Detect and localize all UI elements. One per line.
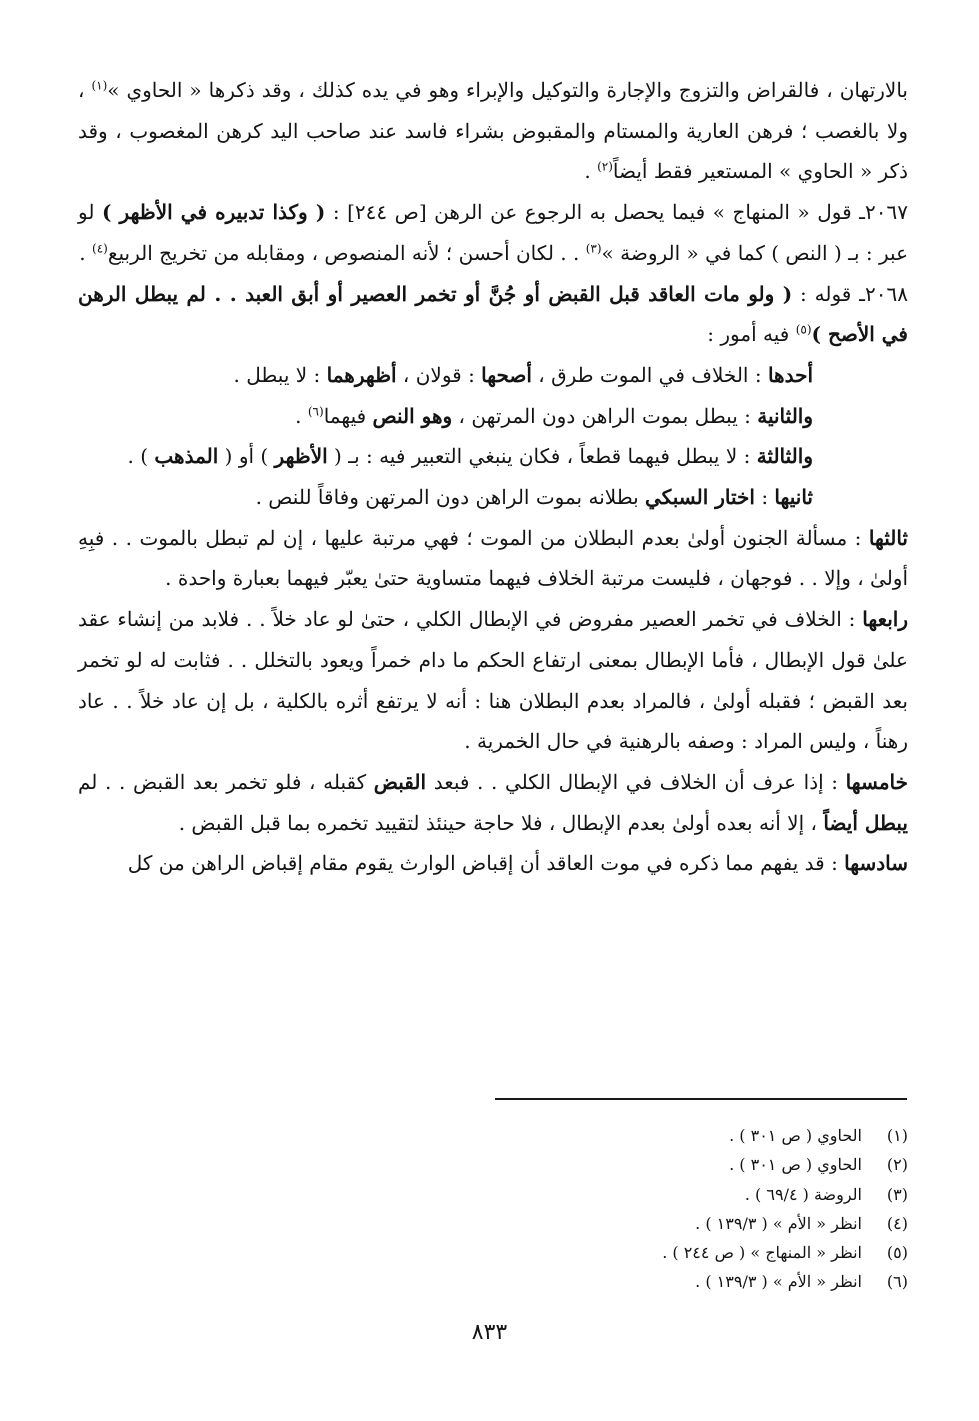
footnote: [78, 1209, 908, 1238]
bold-term: يبطل أيضاً: [823, 810, 908, 835]
item-heading: أحدها: [767, 362, 813, 387]
bold-term: وهو النص: [372, 403, 453, 428]
point-fourth: [78, 599, 908, 762]
text-segment: كقبله ، فلو تخمر بعد القبض . . لم: [78, 769, 374, 794]
footnote-number: (٣): [886, 1184, 908, 1204]
footnote-text: انظر « الأم » ( ١٣٩/٣ ) .: [695, 1213, 862, 1233]
point-second: [78, 477, 908, 518]
item-heading: ثالثها: [868, 525, 908, 550]
text-segment: فيهما: [323, 403, 373, 428]
text-segment: ٢٠٦٧ـ قول « المنهاج » فيما يحصل به الرجوع عن الرهن [ص ٢٤٤] :: [325, 200, 908, 225]
point-fifth: [78, 762, 908, 843]
item-first: [78, 355, 908, 396]
footnote-ref: (٤): [92, 241, 108, 256]
footnote: [78, 1121, 908, 1150]
footnote-ref: (٣): [585, 241, 602, 256]
item-third: [78, 436, 908, 477]
bold-term: أصحها: [481, 362, 532, 387]
section-2067: [78, 192, 908, 273]
text-segment: : لا يبطل .: [233, 362, 327, 387]
footnote-number: (٥): [886, 1243, 908, 1263]
item-heading: سادسها: [844, 851, 908, 876]
point-third: [78, 518, 908, 599]
footnote-number: (٤): [886, 1213, 908, 1233]
point-sixth: [78, 843, 908, 884]
text-segment: فيه أمور :: [707, 322, 796, 347]
text-segment: .: [79, 240, 92, 265]
bold-term: أظهرهما: [326, 362, 397, 387]
footnote-ref: (١): [91, 78, 108, 93]
bold-term: الأظهر: [274, 444, 328, 469]
text-segment: : الخلاف في تخمر العصير مفروض في الإبطال الكلي ، حتىٰ لو عاد خلاً . . فلابد من إنشاء عقد علىٰ قول الإبطال ، فأما الإبطال بمعنى ارتفاع الحكم ما دام خمراً ويعود بالتخلل . . فثابت له لو تخمر بعد القبض ؛ فقبله أولىٰ ، فالمراد بعدم البطلان هنا : أنه لا يرتفع أثره بالكلية ، بل إن عاد خلاً . . عاد رهناً ، وليس المراد : وصفه بالرهنية في حال الخمرية .: [78, 607, 908, 754]
footnote-ref: (٥): [795, 322, 812, 337]
text-segment: لو عبر : بـ ( النص ) كما في « الروضة »: [78, 200, 908, 265]
matn-quote: ( ولو مات العاقد قبل القبض أو جُنَّ أو تخمر العصير أو أبق العبد . . لم يبطل الرهن في الأصح ): [78, 281, 908, 347]
text-segment: :: [754, 485, 775, 510]
footnote-number: (١): [886, 1126, 908, 1145]
text-segment: : مسألة الجنون أولىٰ بعدم البطلان من الموت ؛ فهي مرتبة عليها ، إن لم تبطل بالموت . . فبِهِ أولىٰ ، وإلا . . فوجهان ، فليست مرتبة الخلاف فيهما متساوية حتىٰ يعبّر فيهما بعبارة واحدة .: [78, 525, 908, 591]
page-number: ٨٣٣: [471, 1320, 508, 1345]
text-segment: .: [584, 159, 598, 184]
footnote-number: (٢): [886, 1155, 908, 1175]
text-segment: بالارتهان ، فالقراض والتزوج والإجارة والتوكيل والإبراء وهو في يده كذلك ، وقد ذكرها « الحاوي »: [107, 78, 908, 102]
text-segment: : إذا عرف أن الخلاف في الإبطال الكلي . . فبعد: [426, 769, 846, 794]
footnote: [78, 1180, 908, 1209]
bold-term: المذهب: [154, 444, 219, 469]
text-segment: بطلانه بموت الراهن دون المرتهن وفاقاً للنص .: [255, 485, 646, 510]
bold-term: اختار السبكي: [645, 485, 755, 510]
footnote-text: انظر « المنهاج » ( ص ٢٤٤ ) .: [662, 1243, 862, 1263]
section-2068: [78, 274, 908, 355]
text-segment: . . لكان أحسن ؛ لأنه المنصوص ، ومقابله من تخريج الربيع: [107, 240, 586, 265]
text-segment: ) أو (: [218, 444, 275, 469]
item-second: [78, 396, 908, 437]
footnotes: [78, 1121, 908, 1297]
footnote-number: (٦): [886, 1272, 908, 1292]
text-segment: ) .: [127, 444, 155, 469]
matn-quote: ( وكذا تدبيره في الأظهر ): [101, 200, 326, 225]
main-text: [78, 70, 908, 884]
footnote-separator: [495, 1098, 907, 1100]
item-heading: والثانية: [757, 403, 813, 428]
text-segment: ، إلا أنه بعده أولىٰ بعدم الإبطال ، فلا حاجة حينئذ لتقييد تخمره بما قبل القبض .: [178, 810, 824, 835]
footnote-text: انظر « الأم » ( ١٣٩/٣ ) .: [695, 1272, 862, 1292]
footnote: [78, 1238, 908, 1267]
text-segment: .: [295, 403, 308, 428]
footnote-text: الحاوي ( ص ٣٠١ ) .: [729, 1155, 862, 1175]
footnote: [78, 1267, 908, 1296]
text-segment: : الخلاف في الموت طرق ،: [531, 362, 768, 387]
footnote-ref: (٦): [307, 403, 324, 418]
item-heading: ثانيها: [774, 485, 813, 510]
footnote-ref: (٢): [597, 159, 613, 174]
item-heading: رابعها: [862, 607, 908, 632]
footnote: [78, 1150, 908, 1179]
text-segment: : يبطل بموت الراهن دون المرتهن ،: [452, 403, 758, 428]
text-segment: : قولان ،: [396, 362, 482, 387]
footnote-text: الروضة ( ٦٩/٤ ) .: [744, 1184, 862, 1204]
item-heading: خامسها: [845, 769, 908, 794]
bold-term: القبض: [373, 769, 427, 794]
paragraph-continuation: [78, 70, 908, 192]
text-segment: : لا يبطل فيهما قطعاً ، فكان ينبغي التعبير فيه : بـ (: [327, 444, 757, 469]
text-segment: ، ولا بالغصب ؛ فرهن العارية والمستام والمقبوض بشراء فاسد عند صاحب اليد كرهن المغصوب ، وقد ذكر « الحاوي » المستعير فقط أيضاً: [78, 78, 908, 184]
text-segment: ٢٠٦٨ـ قوله :: [792, 281, 908, 306]
footnote-text: الحاوي ( ص ٣٠١ ) .: [729, 1126, 862, 1145]
item-heading: والثالثة: [756, 444, 813, 469]
text-segment: : قد يفهم مما ذكره في موت العاقد أن إقباض الوارث يقوم مقام إقباض الراهن من كل: [127, 851, 845, 876]
